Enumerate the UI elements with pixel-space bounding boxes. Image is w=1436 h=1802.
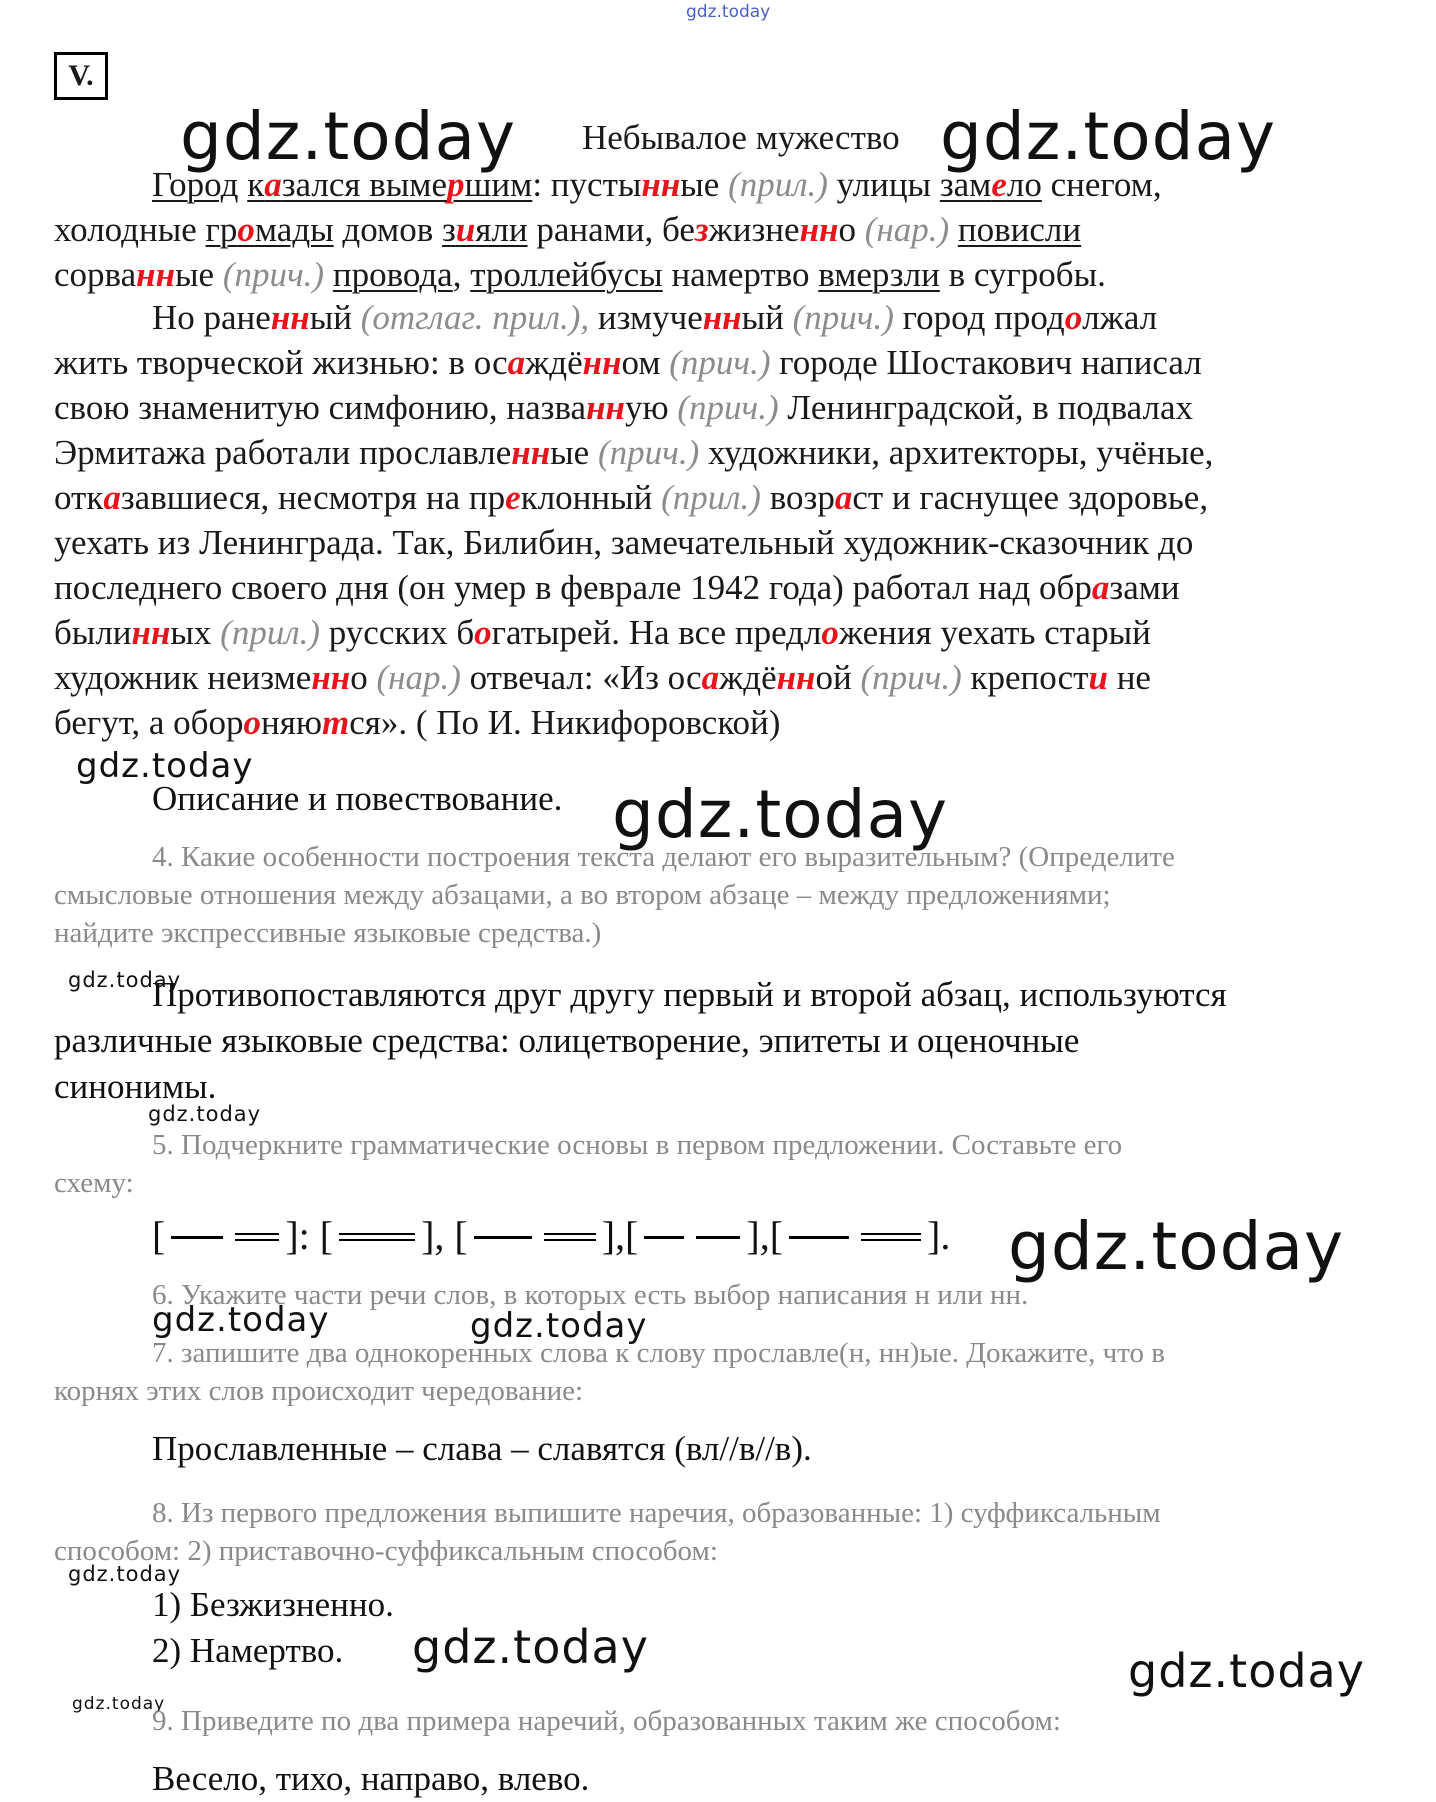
- text-title: Небывалое мужество: [582, 118, 900, 157]
- watermark-top: gdz.today: [686, 2, 771, 22]
- watermark: gdz.today: [1128, 1644, 1365, 1698]
- paragraph-1: Город казался вымершим: пустынные (прил.) улицы замело снегом, холодные громады домов зияли ранами, безжизненно (нар.) повисли сорванные (прич.) провода, троллейбусы намертво вмерзли в сугробы.: [54, 165, 1162, 294]
- question-5: 5. Подчеркните грамматические основы в первом предложении. Составьте его схему:: [54, 1129, 1123, 1199]
- question-6: 6. Укажите части речи слов, в которых есть выбор написания н или нн.: [152, 1279, 1029, 1311]
- answer-4: Противопоставляются друг другу первый и второй абзац, используются различные языковые средства: олицетворение, эпитеты и оценочные синонимы.: [54, 975, 1227, 1106]
- watermark: gdz.today: [412, 1620, 649, 1674]
- section-label: V.: [54, 52, 108, 100]
- watermark: gdz.today: [1008, 1208, 1345, 1285]
- answer-9: Весело, тихо, направо, влево.: [152, 1759, 590, 1798]
- watermark: gdz.today: [940, 98, 1277, 175]
- watermark: gdz.today: [180, 98, 517, 175]
- watermark: gdz.today: [68, 968, 182, 992]
- answer-text-type: Описание и повествование.: [152, 779, 563, 818]
- watermark: gdz.today: [152, 1300, 330, 1340]
- paragraph-2: Но раненный (отглаг. прил.), измученный (прич.) город продолжал жить творческой жизнью: в осаждённом (прич.) городе Шостакович написал свою знаменитую симфонию, названную (прич.) Ленинградской, в подвалах Эрмитажа работали прославленные (прич.) художники, архитекторы, учёные, отказавшиеся, несмотря на преклонный (прил.) возраст и гаснущее здоровье, уехать из Ленинграда. Так, Билибин, замечательный художник-сказочник до последнего своего дня (он умер в феврале 1942 года) работал над образами былинных (прил.) русских богатырей. На все предложения уехать старый художник неизменно (нар.) отвечал: «Из осаждённой (прич.) крепости не бегут, а обороняются». ( По И. Никифоровской): [54, 298, 1214, 742]
- question-9: 9. Приведите по два примера наречий, образованных таким же способом:: [152, 1705, 1061, 1737]
- watermark: gdz.today: [470, 1306, 648, 1346]
- watermark: gdz.today: [148, 1102, 262, 1126]
- word: казался вымершим: [247, 165, 533, 204]
- answer-7: Прославленные – слава – славятся (вл//в//в).: [152, 1429, 812, 1468]
- question-8: 8. Из первого предложения выпишите наречия, образованные: 1) суффиксальным способом: 2) приставочно-суффиксальным способом:: [54, 1497, 1161, 1567]
- question-4: 4. Какие особенности построения текста делают его выразительным? (Определите смысловые отношения между абзацами, а во втором абзаце – между предложениями; найдите экспрессивные языковые средства.): [54, 841, 1175, 949]
- question-7: 7. запишите два однокоренных слова к слову прославле(н, нн)ые. Докажите, что в корнях этих слов происходит чередование:: [54, 1337, 1165, 1407]
- watermark: gdz.today: [76, 746, 254, 786]
- watermark: gdz.today: [612, 776, 949, 853]
- answer-8: 1) Безжизненно. 2) Намертво.: [152, 1585, 394, 1670]
- sentence-schema: [ ]: [ ], [ ],[ ],[ ].: [152, 1213, 951, 1258]
- watermark: gdz.today: [68, 1562, 182, 1586]
- word: Город: [152, 165, 239, 204]
- watermark: gdz.today: [72, 1694, 166, 1714]
